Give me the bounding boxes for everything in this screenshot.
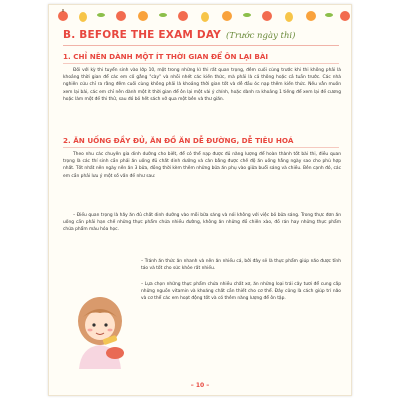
pear-icon [201, 12, 209, 22]
bullet-breakfast: – Điều quan trọng là hãy ăn đủ chất dinh dưỡng vào mỗi bữa sáng và nói không với việc bỏ bữa sáng. Trong thực đơn ăn uống cần phải hạn chế những thực phẩm chứa nhiều đường, không ăn những đồ chiên xào, đồ rán hay những thực phẩm chứa phẩm màu hóa học. [63, 213, 341, 233]
section1-divider [63, 63, 339, 64]
orange-icon [138, 11, 148, 21]
leaf-icon [159, 13, 167, 17]
leaf-icon [325, 13, 333, 17]
section1-heading: 1. CHỈ NÊN DÀNH MỘT ÍT THỜI GIAN ĐỂ ÔN LẠI BÀI [63, 52, 269, 61]
apple-icon [340, 11, 350, 21]
fruit-decoration-border [49, 5, 352, 27]
title-divider [63, 45, 339, 46]
apple-icon [116, 11, 126, 21]
apple-icon [58, 9, 68, 21]
section2-paragraph: Theo nhu các chuyên gia dinh dưỡng cho biết, để có thể nạp được đủ năng lượng để hoàn thành tốt bài thi, điều quan trọng là các thí sinh cần phải ăn uống đủ chất dinh dưỡng và cân bằng được chế độ ăn uống hằng ngày sao cho phù hợp nhất. Tốt nhất nên ngày nên ăn 3 bữa, đồng thời kèm thêm những bữa ăn phụ vào giữa buổi sáng và chiều. Bên cạnh đó, các em cần phải lưu ý một số vấn đề như sau: [63, 152, 341, 179]
girl-eating-illustration [65, 293, 135, 369]
leaf-icon [243, 13, 251, 17]
orange-icon [306, 11, 316, 21]
bullet-fish: – Tránh ăn thức ăn nhanh và nên ăn nhiều cá, bởi đây sẽ là thực phẩm giúp não được tỉnh táo và tốt cho sức khỏe rất nhiều. [141, 259, 341, 272]
section2-heading: 2. ĂN UỐNG ĐẦY ĐỦ, ĂN ĐỒ ĂN DỄ ĐƯỜNG, DỄ TIÊU HOÁ [63, 136, 294, 145]
apple-icon [262, 11, 272, 21]
leaf-icon [97, 13, 105, 17]
section2-divider [63, 147, 339, 148]
apple-icon [178, 11, 188, 21]
section1-paragraph: Đối với kỳ thi tuyển sinh vào lớp 10, một trong những kì thi rất quan trọng, đêm cuối cùng trước khi thi không phải là khoảng thời gian để các em cố gắng "cày" và nhồi nhét các kiến thức, mà phải là cả thông hoặc cả tuần trước. Các nhà nghiên cứu chỉ ra rằng đêm cuối cùng không phải là khoảng thời gian tốt và dễ đầu óc nạp thêm kiến thức. Nếu vẫn muốn xem lại bài, các em chỉ nên dành một ít thời gian để ôn lại một vài ý chính, hoặc dành ra khoảng 1 tiếng để xem lại đề cương hoặc làm một đề thi thử, sau đó bỏ hết sách vở qua một bên và thư giãn. [63, 68, 341, 102]
orange-icon [222, 11, 232, 21]
bullet-fiber: – Lựa chọn những thực phẩm chứa nhiều chất xơ, ăn những loại trái cây tươi để cung cấp những nguồn vitamin và khoáng chất cần thiết cho cơ thể. Đây cũng là cách giúp trí não và cơ thể các em hoạt động tốt và có thêm năng lượng để ôn tập. [141, 282, 341, 302]
title-subtitle: (Trước ngày thi) [225, 31, 296, 41]
section-title [63, 29, 341, 45]
pear-icon [285, 12, 293, 22]
pear-icon [79, 12, 87, 22]
title-main: B. BEFORE THE EXAM DAY [63, 29, 221, 41]
book-page [48, 4, 352, 396]
page-number: – 10 – [190, 382, 210, 389]
